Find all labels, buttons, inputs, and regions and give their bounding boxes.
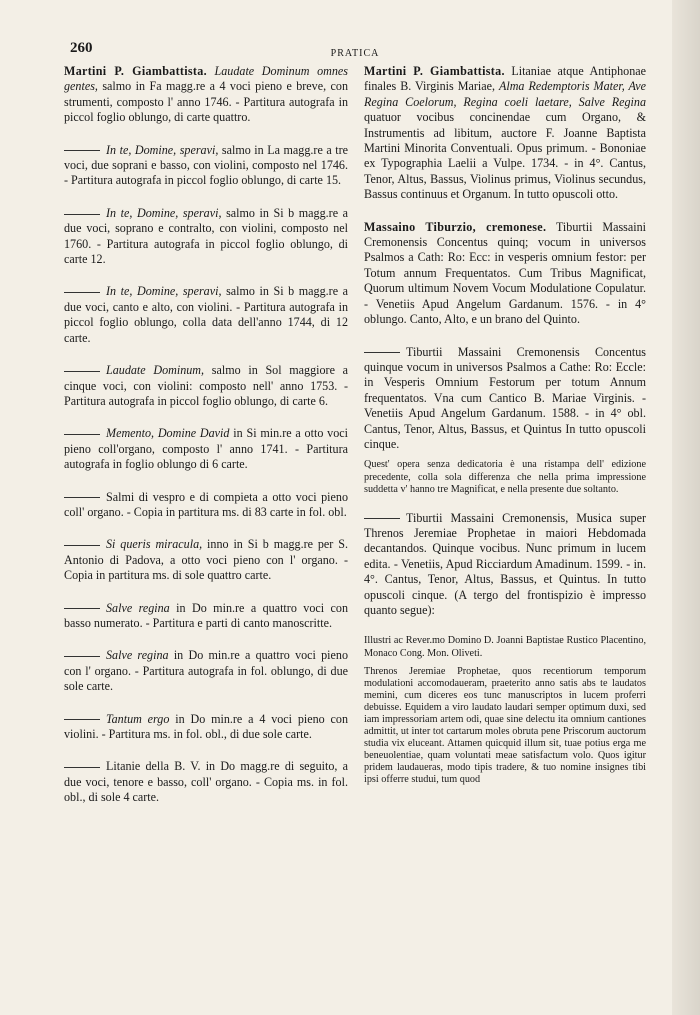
entry-title: Alma Redemptoris Mater, Ave Regina Coelorum, Regina coeli laetare, Salve Regina [364,79,646,109]
entry-text: Tiburtii Massaini Cremonensis Concentus quinq; vocum in universos Psalmos a Cath: Ro: Ecc: in vesperis omnium festor: per Totum annum Frequentatos. Cum Tribus Magnificat, Quorum ultimum Novem Vocum Modulatione Copulatur. - Venetiis Apud Angelum Gardanum. 1576. - in 4° oblungo. Canto, Alto, e un brano del Quinto. [364,219,647,327]
entry-text: Salmi di vespro e di compieta a otto voci pieno coll' organo. - Copia in partitura ms. di 83 carte in fol. obl. [64,489,348,519]
entry-title: Salve regina [106,600,170,615]
repeat-dash [64,545,100,546]
entry-title: Memento, Domine David [106,426,230,441]
catalog-entry [364,220,646,328]
entry-author: Massaino Tiburzio, cremonese. [364,219,547,234]
repeat-dash [64,656,100,657]
entry-author: Martini P. Giambattista. [64,64,207,78]
catalog-entry [64,143,348,189]
catalog-entry [64,426,348,472]
repeat-dash [64,608,100,609]
entry-text: Tiburtii Massaini Cremonensis, Musica super Threnos Jeremiae Prophetae in maiori Hebdomada decantandos. Quinque vocibus. Nunc primum in lucem edita. - Venetiis, Apud Ricciardum Amadinum. 1599. - in. 4°. Cantus, Tenor, Altus, Bassus, et Quintus. In tutto opuscoli cinque. (A tergo del frontispizio è impresso quanto segue): [364,510,646,617]
entry-text: in Si min.re a otto voci pieno coll'organo, composto l' anno 1741. - Partitura autografa in foglio oblungo di 6 carte. [64,426,348,472]
repeat-dash [64,214,100,215]
repeat-dash [64,434,100,435]
entry-text: in Do min.re a quattro voci pieno con l' organo. - Partitura autografa in fol. oblungo, di due sole carte. [64,648,348,694]
dedication-body: Threnos Jeremiae Prophetae, quos recentiorum temporum modulationi accomodaueram, praeterito anno satis abs te laudatos memini, cum diceres eos tunc manuscriptos in lucem proferri debuisse. Equidem a viro laudato laudari semper optimum duxi, sed iam impressoriam artem odi, quae sine delectu ita omnium cantiones admittit, ut inter tot cartarum moles obruta pene Priscorum auctorum studia vix eluceant. Attamen quicquid illum sit, tuae potius erga me beneuolentiae, quam voluntati meae satisfactum volo. Quos igitur pridem laudaueras, modo tipis tradere, & tuo nomine insignes tibi ipsi offerre studui, tum quod [364,665,646,786]
catalog-entry [64,64,348,126]
entry-text: inno in Si b magg.re per S. Antonio di Padova, a otto voci pieno con l' organo. - Copia in partitura ms. di sole quattro carte. [64,537,348,583]
entry-text: salmo in Si b magg.re a due voci, canto e alto, con violini. - Partitura autografa in piccol foglio oblungo, colla data dell'anno 1744, di 12 carte. [64,284,348,345]
left-column [64,64,348,823]
repeat-dash [364,352,400,353]
footnote: Quest' opera senza dedicatoria è una ristampa dell' edizione precedente, colla sola differenza che nella prima impressione suddetta v' hanno tre Magnificat, e nella presente due soltanto. [364,459,646,496]
entry-title: In te, Domine, speravi, [106,142,219,157]
running-head: PRATICA [330,48,380,59]
entry-title: Salve regina [106,648,169,663]
entry-title: Si queris miracula, [106,537,203,552]
entry-title: Laudate Dominum omnes gentes, [64,64,348,94]
entry-text: in Do min.re a 4 voci pieno con violini. - Partitura ms. in fol. obl., di due sole carte. [64,711,348,741]
catalog-entry [64,601,348,632]
repeat-dash [64,767,100,768]
repeat-dash [64,292,100,293]
entry-title: In te, Domine, speravi, [106,205,222,220]
entry-text: in Do min.re a quattro voci con basso numerato. - Partitura e parti di canto manoscritte. [64,600,348,630]
entry-title: In te, Domine, speravi, [106,284,222,299]
catalog-entry [364,511,646,619]
repeat-dash [64,371,100,372]
repeat-dash [64,150,100,151]
catalog-entry [364,345,646,453]
repeat-dash [64,719,100,720]
catalog-entry [64,712,348,743]
catalog-entry [64,759,348,805]
entry-text: Tiburtii Massaini Cremonensis Concentus quinque vocum in universos Psalmos a Cathe: Ro: Eccle: in Vesperis Omnium Festorum per totum Annum frequentatos. Vna cum Cantico B. Mariae Virginis. - Venetiis Apud Angelum Gardanum. 1588. - in 4° obl. Cantus, Tenor, Altus, Bassus, et Quintus In tutto opuscoli cinque. [364,344,646,451]
page-header [70,40,640,60]
entry-text: salmo in La magg.re a tre voci, due soprani e basso, con violini, composto nel 1746. - Partitura autografa in piccol foglio oblungo, di carte 15. [64,142,348,188]
repeat-dash [64,497,100,498]
entry-title: Laudate Dominum, [106,363,205,378]
catalog-entry [64,537,348,583]
catalog-entry [364,64,646,203]
catalog-entry [64,490,348,521]
entry-text: Litaniae atque Antiphonae finales B. Virginis Mariae, [364,64,646,94]
catalog-entry [64,363,348,409]
page-number: 260 [70,40,93,56]
entry-text: salmo in Sol maggiore a cinque voci, con violini: composto nell' anno 1753. - Partitura autografa in piccol foglio oblungo, di carte 6. [64,363,349,408]
entry-text: quatuor vocibus concinendae cum Organo, & Instrumentis ad libitum, auctore F. Joanne Baptista Martini Minorita Conventuali. Opus primum. - Bononiae ex Typographia Laelii a Vulpe. 1734. - in 4°. Cantus, Tenor, Altus, Bassus, Violinus primus, Violinus secundus, Bassus continuus et Organum. In tutto opuscoli otto. [364,110,646,202]
page-edge [672,0,700,1015]
entry-text: salmo in Si b magg.re a due voci, soprano e contralto, con violini, composto nel 1760. - Partitura autografa in piccol foglio oblungo, di carte 12. [64,205,348,267]
right-column [364,64,646,793]
entry-text: Litanie della B. V. in Do magg.re di seguito, a due voci, tenore e basso, coll' organo. - Copia ms. in fol. obl., di sole 4 carte. [64,759,348,805]
entry-title: Tantum ergo [106,711,170,726]
catalog-entry [64,284,348,346]
entry-text: salmo in Fa magg.re a 4 voci pieno e breve, con strumenti, composto l' anno 1746. - Partitura autografa in piccol foglio oblungo, di carte quattro. [64,79,348,125]
catalog-entry [64,648,348,694]
entry-author: Martini P. Giambattista. [364,64,505,78]
dedication-heading: Illustri ac Rever.mo Domino D. Joanni Baptistae Rustico Placentino, Monaco Cong. Mon. Oliveti. [364,635,646,659]
catalog-entry [64,206,348,268]
repeat-dash [364,518,400,519]
